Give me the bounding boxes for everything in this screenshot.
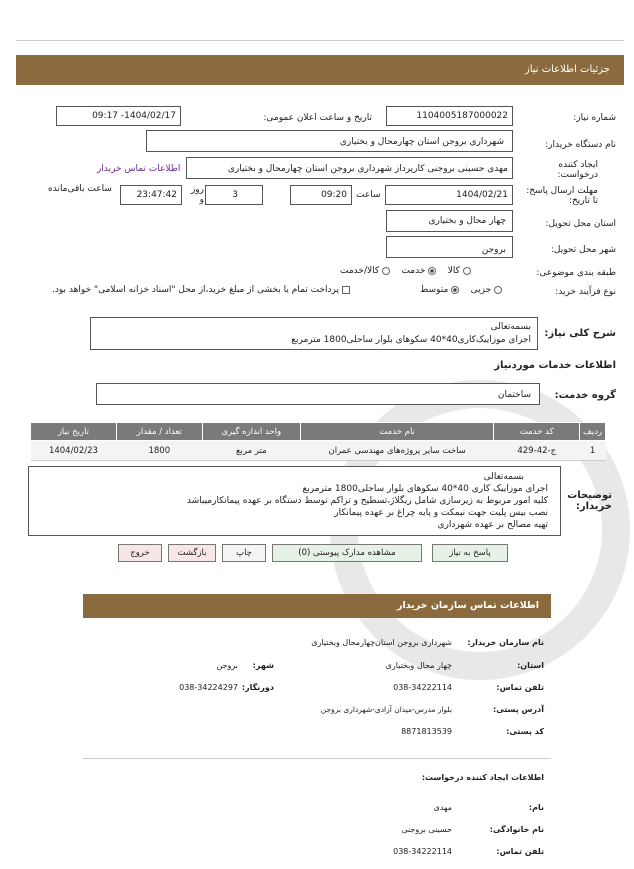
radio-minor[interactable] <box>494 286 502 294</box>
announce-field: 1404/02/17- 09:17 <box>56 106 181 126</box>
creator-phone-label: تلفن تماس: <box>496 847 544 856</box>
creator-title: اطلاعات ایجاد کننده درخواست: <box>421 773 544 782</box>
contact-title: اطلاعات تماس سازمان خریدار <box>396 600 539 611</box>
city-label: شهر محل تحویل: <box>550 245 616 255</box>
attachments-button[interactable]: مشاهده مدارک پیوستی (0) <box>272 544 422 562</box>
contact-city-label: شهر: <box>252 661 274 670</box>
contact-divider <box>83 758 551 759</box>
announce-label: تاریخ و ساعت اعلان عمومی: <box>263 113 372 123</box>
table-row: 1 ج-42-429 ساخت سایر پروژه‌های مهندسی عمران متر مربع 1800 1404/02/23 <box>31 441 606 461</box>
contact-fax: 038-34224297 <box>179 683 238 692</box>
radio-medium[interactable] <box>451 286 459 294</box>
table-header-row <box>31 423 606 441</box>
contact-link[interactable]: اطلاعات تماس خریدار <box>97 164 181 174</box>
summary-box: بسمه‌تعالی اجرای موزاییک‌کاری40*40 سکوهای بلوار ساحلی1800 مترمربع <box>90 317 538 350</box>
creator-name-label: نام: <box>528 803 544 812</box>
days-label: روز و <box>190 185 204 205</box>
th-unit: واحد اندازه گیری <box>202 423 300 441</box>
deadline-label: مهلت ارسال پاسخ: تا تاریخ: <box>526 186 598 206</box>
deadline-time-field: 09:20 <box>290 185 352 205</box>
creator-phone: 038-34222114 <box>393 847 452 856</box>
process-options: جزیی متوسط <box>420 285 502 295</box>
creator-family: حسینی بروجنی <box>401 825 452 834</box>
contact-address: بلوار مدرس-میدان آزادی-شهرداری بروجن <box>320 705 452 714</box>
category-options: کالا خدمت کالا/خدمت <box>340 266 471 276</box>
contact-org-label: نام سازمان خریدار: <box>467 638 544 647</box>
time-label: ساعت <box>356 190 381 200</box>
buyer-org-label: نام دستگاه خریدار: <box>545 140 616 150</box>
contact-phone: 038-34222114 <box>393 683 452 692</box>
contact-address-label: آدرس پستی: <box>493 705 544 714</box>
th-qty: تعداد / مقدار <box>116 423 202 441</box>
page-title: جزئیات اطلاعات نیاز <box>524 64 610 75</box>
contact-city: بروجن <box>216 661 238 670</box>
buyer-notes-label: توضیحات خریدار: <box>567 490 612 512</box>
services-title: اطلاعات خدمات موردنیاز <box>494 360 616 371</box>
contact-province-label: استان: <box>517 661 544 670</box>
th-name: نام خدمت <box>300 423 493 441</box>
summary-label: شرح کلی نیاز: <box>544 328 616 339</box>
page-header <box>16 55 624 85</box>
contact-fax-label: دورنگار: <box>241 683 274 692</box>
creator-name: مهدی <box>433 803 452 812</box>
treasury-note: پرداخت تمام یا بخشی از مبلغ خرید،از محل "اسناد خزانه اسلامی" خواهد بود. <box>52 285 350 295</box>
need-number-label: شماره نیاز: <box>573 113 616 123</box>
creator-label: ایجاد کننده درخواست: <box>557 160 598 180</box>
province-field: چهار محال و بختیاری <box>386 210 513 232</box>
category-label: طبقه بندی موضوعی: <box>536 268 616 278</box>
contact-province: چهار محال وبختیاری <box>385 661 452 670</box>
process-label: نوع فرآیند خرید: <box>555 287 616 297</box>
print-button[interactable]: چاپ <box>222 544 266 562</box>
treasury-checkbox[interactable] <box>342 286 350 294</box>
radio-goods[interactable] <box>463 267 471 275</box>
province-label: استان محل تحویل: <box>545 219 616 229</box>
th-code: کد خدمت <box>494 423 580 441</box>
creator-field: مهدی حسینی بروجنی کارپرداز شهرداری بروجن استان چهارمحال و بختیاری <box>186 157 513 179</box>
need-number-field: 1104005187000022 <box>386 106 513 126</box>
remaining-label: ساعت باقی‌مانده <box>48 184 112 194</box>
contact-postal-label: کد پستی: <box>506 727 544 736</box>
remaining-field: 23:47:42 <box>120 185 182 205</box>
back-button[interactable]: بازگشت <box>168 544 216 562</box>
contact-postal: 8871813539 <box>401 727 452 736</box>
reply-button[interactable]: پاسخ به نیاز <box>432 544 508 562</box>
radio-service[interactable] <box>428 267 436 275</box>
deadline-date-field: 1404/02/21 <box>385 185 513 205</box>
creator-family-label: نام خانوادگی: <box>489 825 544 834</box>
radio-goods-service[interactable] <box>382 267 390 275</box>
contact-header <box>83 594 551 618</box>
service-group-label: گروه خدمت: <box>554 390 616 401</box>
days-field: 3 <box>205 185 263 205</box>
contact-phone-label: تلفن تماس: <box>496 683 544 692</box>
top-divider <box>16 40 624 41</box>
buyer-org-field: شهرداری بروجن استان چهارمحال و بختیاری <box>146 130 513 152</box>
services-table <box>30 422 606 461</box>
exit-button[interactable]: خروج <box>118 544 162 562</box>
contact-org: شهرداری بروجن استان‌چهارمحال وبختیاری <box>311 638 452 647</box>
service-group-field: ساختمان <box>96 383 540 405</box>
buyer-notes-box: بسمه‌تعالی اجرای موزاییک کاری 40*40 سکوهای بلوار ساحلی1800 مترمربع کلیه امور مربوط به زیرسازی شامل ریگلاژ،تسطیح و تراکم توسط دستگاه بر عهده پیمانکارمیباشد نصب بیس پلیت جهت نیمکت و پایه چراغ بر عهده پیمانکار تهیه مصالح بر عهده شهرداری <box>28 466 561 536</box>
th-row: ردیف <box>580 423 606 441</box>
city-field: بروجن <box>386 236 513 258</box>
th-date: تاریخ نیاز <box>31 423 117 441</box>
